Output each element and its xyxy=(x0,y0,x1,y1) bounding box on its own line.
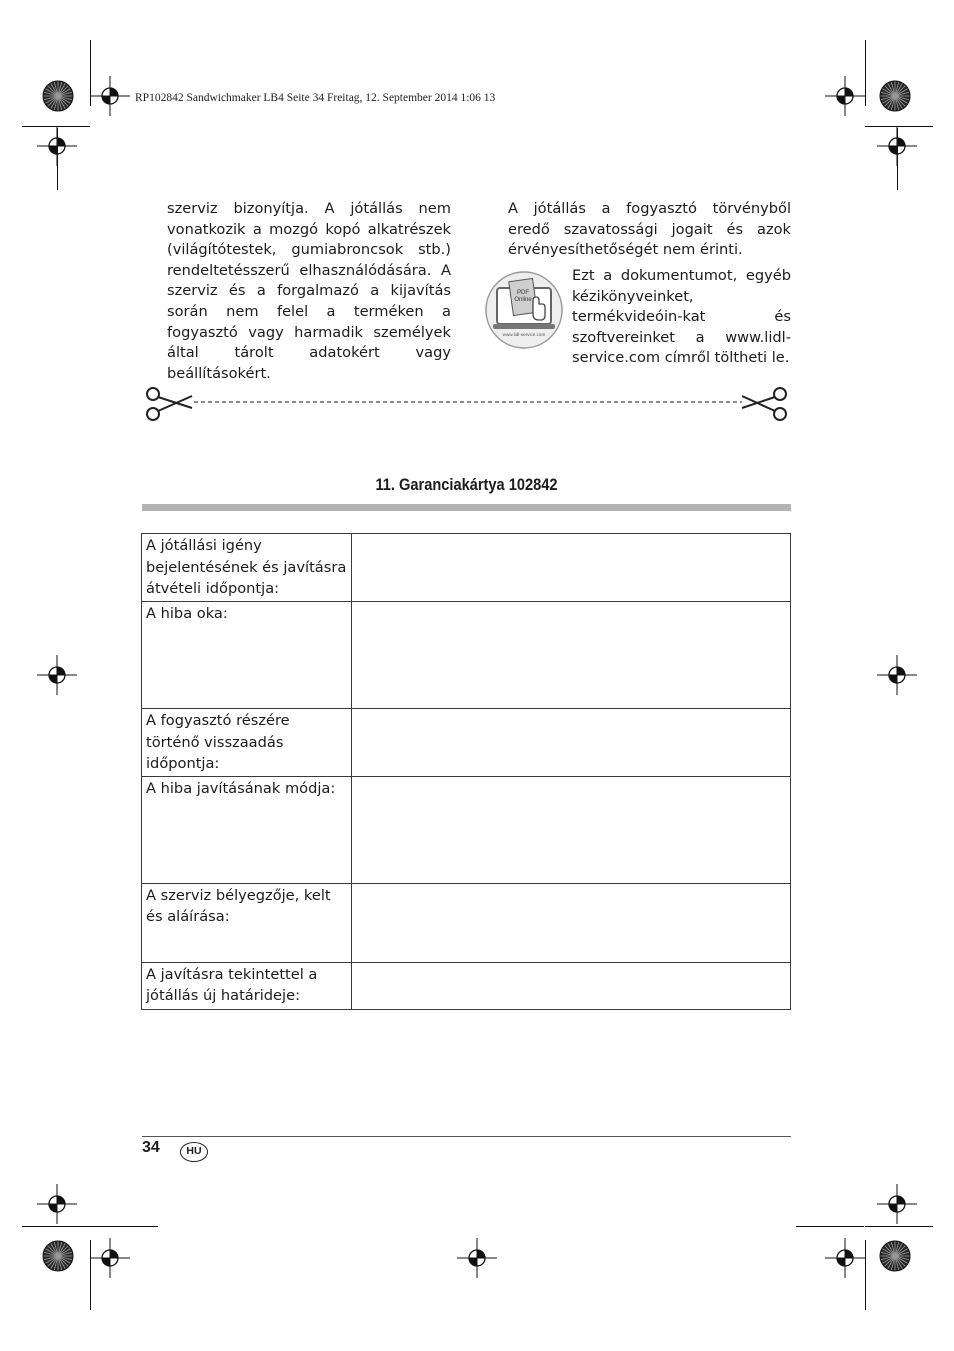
warranty-exclusion-paragraph: szerviz bizonyítja. A jótállás nem vonatkozik a mozgó kopó alkatrészek (világítótestek, gumiabroncsok stb.) rendeltetésszerű elhasználódására. A szerviz és a forgalmazó a kijavítás során nem felel a terméken a fogyasztó vagy harmadik személyek által tárolt adatokért vagy beállításokért. xyxy=(167,200,451,382)
trim-mark xyxy=(57,128,58,190)
download-info-column xyxy=(572,266,791,369)
scissors-icon-right xyxy=(742,388,786,420)
row-label: A jótállási igény bejelentésének és javításra átvételi időpontja: xyxy=(142,534,352,602)
row-label: A fogyasztó részére történő visszaadás időpontja: xyxy=(142,709,352,777)
crosshair-mark-icon xyxy=(37,655,77,695)
starburst-mark-icon xyxy=(41,79,75,113)
table-row xyxy=(142,709,791,777)
table-row xyxy=(142,534,791,602)
icon-label-online: Online xyxy=(514,297,532,303)
row-value-field[interactable] xyxy=(352,883,791,962)
row-value-field[interactable] xyxy=(352,776,791,883)
crosshair-mark-icon xyxy=(825,76,865,116)
printer-info-line: RP102842 Sandwichmaker LB4 Seite 34 Freitag, 12. September 2014 1:06 13 xyxy=(135,92,496,104)
trim-mark xyxy=(90,1240,91,1310)
trim-mark xyxy=(90,40,91,106)
icon-label-pdf: PDF xyxy=(517,290,529,296)
trim-mark xyxy=(796,1226,864,1227)
row-label: A szerviz bélyegzője, kelt és aláírása: xyxy=(142,883,352,962)
crosshair-mark-icon xyxy=(37,1184,77,1224)
crosshair-mark-icon xyxy=(457,1238,497,1278)
crosshair-mark-icon xyxy=(90,76,130,116)
left-text-column xyxy=(167,199,451,384)
row-label: A hiba oka: xyxy=(142,602,352,709)
icon-caption: www.lidl-service.com xyxy=(502,332,546,337)
trim-mark xyxy=(22,126,90,127)
trim-mark xyxy=(865,1240,866,1310)
trim-mark xyxy=(22,1226,90,1227)
trim-mark xyxy=(865,126,933,127)
table-row xyxy=(142,883,791,962)
cut-line xyxy=(142,378,792,428)
table-row xyxy=(142,602,791,709)
row-label: A hiba javításának módja: xyxy=(142,776,352,883)
warranty-card-table xyxy=(141,533,791,1010)
table-row xyxy=(142,776,791,883)
manual-download-icon xyxy=(483,270,565,350)
page-number: 34 xyxy=(142,1139,160,1156)
trim-mark xyxy=(865,1226,933,1227)
row-value-field[interactable] xyxy=(352,709,791,777)
row-value-field[interactable] xyxy=(352,602,791,709)
consumer-rights-paragraph: A jótállás a fogyasztó törvényből eredő szavatossági jogait és azok érvényesíthetőségét nem érinti. xyxy=(508,200,791,259)
row-value-field[interactable] xyxy=(352,962,791,1009)
trim-mark xyxy=(897,128,898,190)
starburst-mark-icon xyxy=(878,79,912,113)
crosshair-mark-icon xyxy=(877,1184,917,1224)
row-value-field[interactable] xyxy=(352,534,791,602)
crosshair-mark-icon xyxy=(825,1238,865,1278)
crosshair-mark-icon xyxy=(877,655,917,695)
title-rule xyxy=(142,504,791,511)
footer-rule xyxy=(142,1136,791,1137)
trim-mark xyxy=(865,40,866,106)
download-info-paragraph: Ezt a dokumentumot, egyéb kézikönyveinket, termékvideóin-kat és szoftvereinket a www.lidl-service.com címről töltheti le. xyxy=(572,267,791,367)
language-badge: HU xyxy=(180,1142,208,1162)
starburst-mark-icon xyxy=(878,1239,912,1273)
trim-mark xyxy=(90,1226,158,1227)
scissors-icon-left xyxy=(147,388,192,420)
starburst-mark-icon xyxy=(41,1239,75,1273)
section-title: 11. Garanciakártya 102842 xyxy=(375,475,558,494)
row-label: A javításra tekintettel a jótállás új határideje: xyxy=(142,962,352,1009)
crosshair-mark-icon xyxy=(90,1238,130,1278)
table-row xyxy=(142,962,791,1009)
right-text-column xyxy=(508,199,791,261)
